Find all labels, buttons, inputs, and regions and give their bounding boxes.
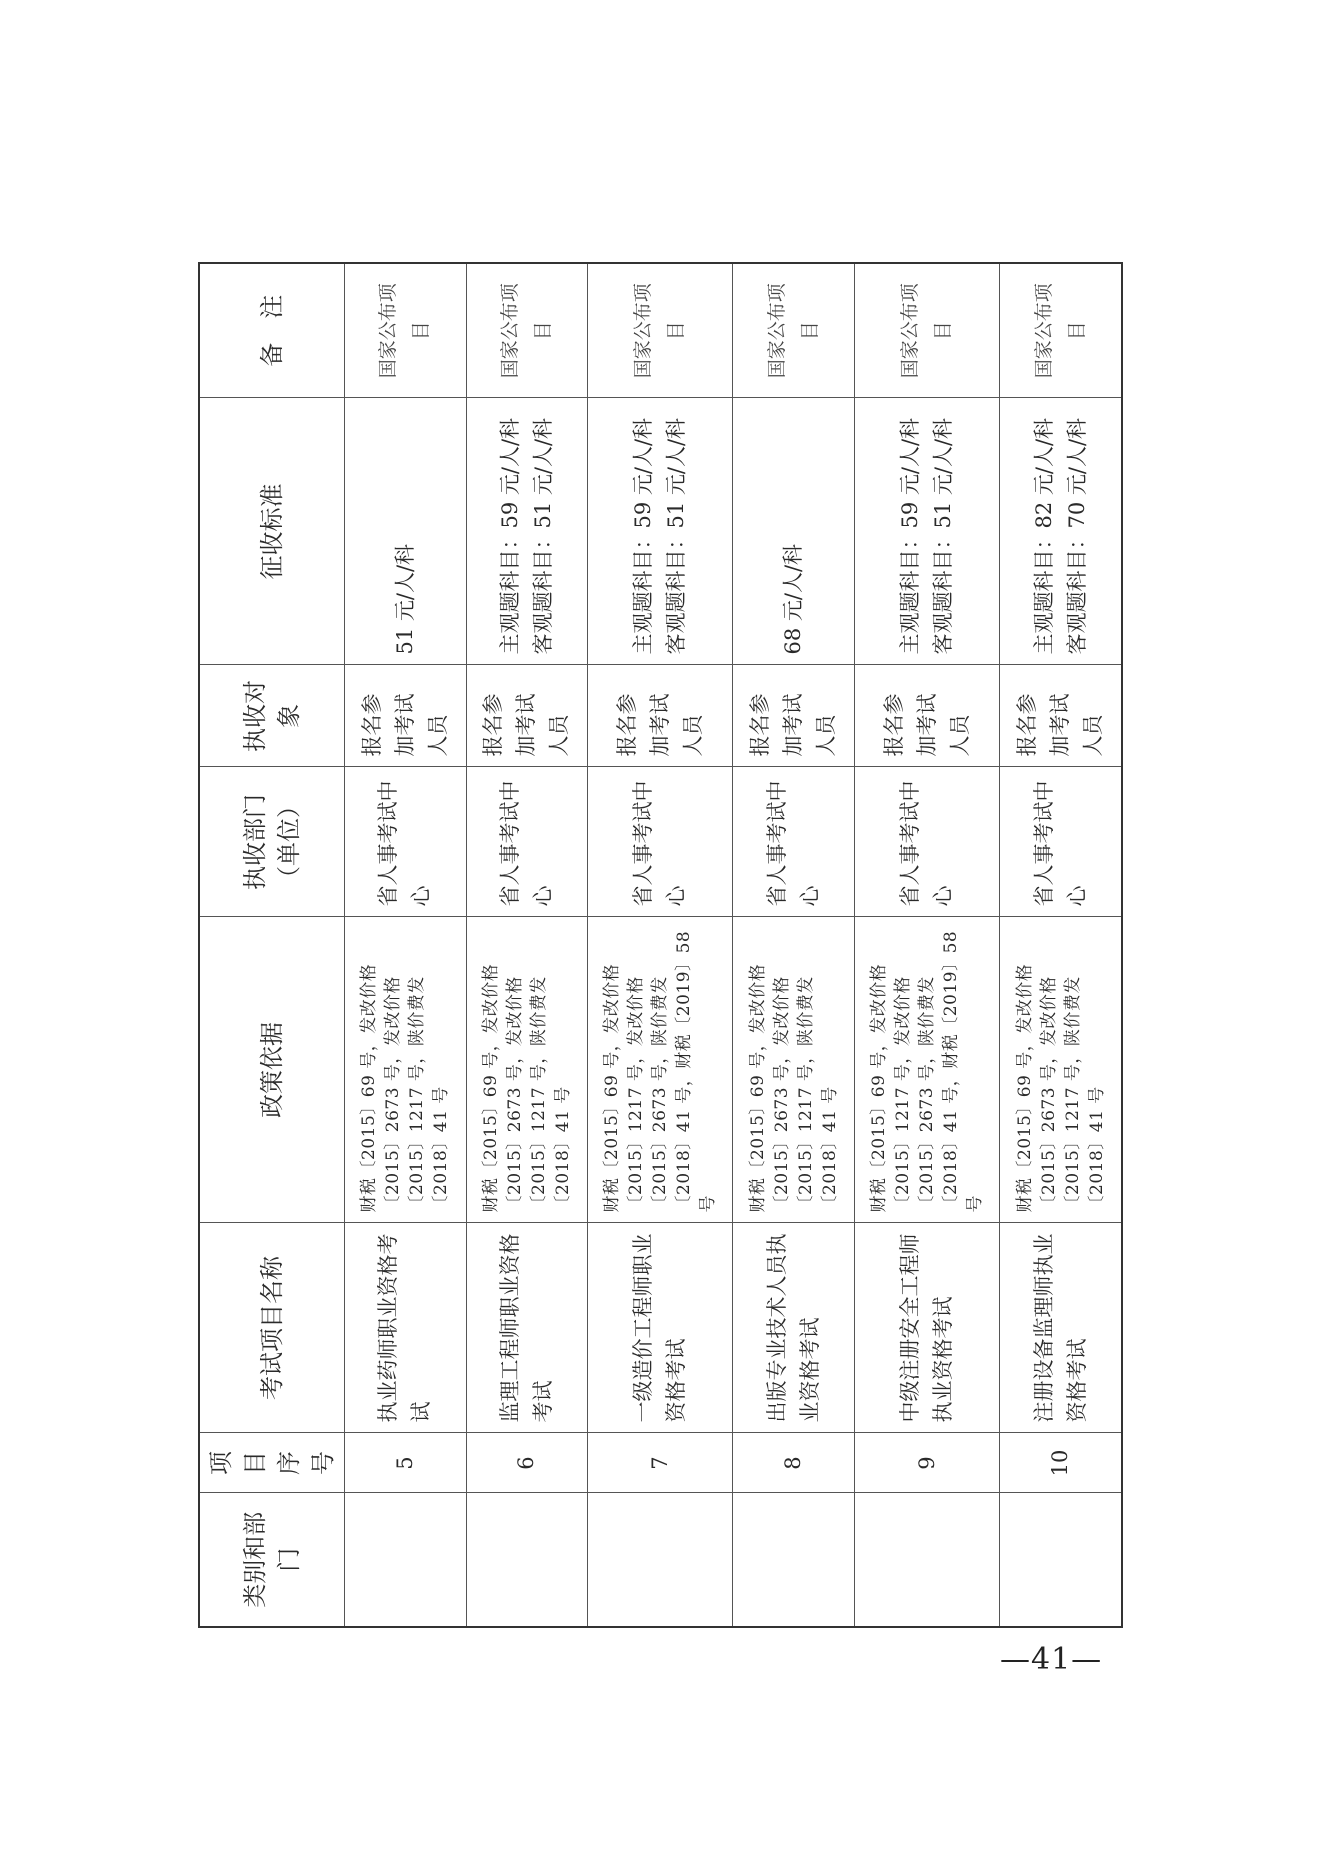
table-row — [855, 263, 1000, 1627]
cell-standard — [855, 398, 1000, 665]
cell-category — [466, 1493, 588, 1627]
cell-dept: 省人事考试中心 — [855, 767, 1000, 917]
rotated-table-frame — [198, 264, 1123, 1628]
header-standard: 征收标准 — [199, 398, 345, 665]
rotated-table-content — [198, 264, 1123, 1628]
header-policy: 政策依据 — [199, 917, 345, 1223]
cell-policy: 财税〔2015〕69 号，发改价格〔2015〕2673 号，发改价格〔2015〕1217 号，陕价费发〔2018〕41 号 — [1000, 917, 1122, 1223]
fee-table — [198, 262, 1123, 1628]
cell-exam-name: 注册设备监理师执业资格考试 — [1000, 1223, 1122, 1433]
cell-remark: 国家公布项目 — [466, 263, 588, 398]
cell-category — [588, 1493, 733, 1627]
cell-exam-name: 出版专业技术人员执业资格考试 — [733, 1223, 855, 1433]
cell-policy: 财税〔2015〕69 号，发改价格〔2015〕2673 号，发改价格〔2015〕1217 号，陕价费发〔2018〕41 号 — [466, 917, 588, 1223]
standard-line: 客观题科目：70 元/人/科 — [1064, 417, 1089, 655]
cell-target: 报名参加考试人员 — [466, 665, 588, 767]
cell-exam-name: 监理工程师职业资格考试 — [466, 1223, 588, 1433]
table-row — [733, 263, 855, 1627]
cell-dept: 省人事考试中心 — [588, 767, 733, 917]
header-target: 执收对象 — [199, 665, 345, 767]
cell-remark: 国家公布项目 — [733, 263, 855, 398]
cell-policy: 财税〔2015〕69 号，发改价格〔2015〕2673 号，发改价格〔2015〕1217 号，陕价费发〔2018〕41 号 — [345, 917, 467, 1223]
cell-dept: 省人事考试中心 — [466, 767, 588, 917]
cell-seq: 9 — [855, 1433, 1000, 1493]
cell-remark: 国家公布项目 — [345, 263, 467, 398]
table-row — [345, 263, 467, 1627]
cell-target: 报名参加考试人员 — [855, 665, 1000, 767]
standard-line: 51 元/人/科 — [392, 543, 417, 655]
cell-remark: 国家公布项目 — [855, 263, 1000, 398]
cell-category — [855, 1493, 1000, 1627]
cell-category — [1000, 1493, 1122, 1627]
cell-category — [345, 1493, 467, 1627]
cell-seq: 7 — [588, 1433, 733, 1493]
standard-line: 客观题科目：51 元/人/科 — [530, 417, 555, 655]
cell-standard — [345, 398, 467, 665]
standard-line: 客观题科目：51 元/人/科 — [664, 417, 689, 655]
cell-seq: 8 — [733, 1433, 855, 1493]
cell-target: 报名参加考试人员 — [588, 665, 733, 767]
cell-policy: 财税〔2015〕69 号，发改价格〔2015〕2673 号，发改价格〔2015〕1217 号，陕价费发〔2018〕41 号 — [733, 917, 855, 1223]
standard-line: 主观题科目：59 元/人/科 — [497, 417, 522, 655]
header-category: 类别和部门 — [199, 1493, 345, 1627]
cell-standard — [466, 398, 588, 665]
table-header-row — [199, 263, 345, 1627]
standard-line: 主观题科目：82 元/人/科 — [1031, 417, 1056, 655]
standard-line: 主观题科目：59 元/人/科 — [898, 417, 923, 655]
cell-target: 报名参加考试人员 — [733, 665, 855, 767]
cell-remark: 国家公布项目 — [1000, 263, 1122, 398]
standard-line: 客观题科目：51 元/人/科 — [931, 417, 956, 655]
cell-category — [733, 1493, 855, 1627]
standard-line: 主观题科目：59 元/人/科 — [631, 417, 656, 655]
cell-target: 报名参加考试人员 — [1000, 665, 1122, 767]
page-number: —41— — [1000, 1642, 1103, 1677]
header-remark: 备 注 — [199, 263, 345, 398]
cell-exam-name: 一级造价工程师职业资格考试 — [588, 1223, 733, 1433]
cell-target: 报名参加考试人员 — [345, 665, 467, 767]
cell-dept: 省人事考试中心 — [1000, 767, 1122, 917]
cell-standard — [588, 398, 733, 665]
table-row — [1000, 263, 1122, 1627]
header-seq: 项目序号 — [199, 1433, 345, 1493]
header-dept: 执收部门（单位） — [199, 767, 345, 917]
table-row — [466, 263, 588, 1627]
cell-seq: 6 — [466, 1433, 588, 1493]
cell-standard — [1000, 398, 1122, 665]
cell-seq: 5 — [345, 1433, 467, 1493]
cell-standard — [733, 398, 855, 665]
standard-line: 68 元/人/科 — [781, 543, 806, 655]
cell-exam-name: 执业药师职业资格考试 — [345, 1223, 467, 1433]
cell-dept: 省人事考试中心 — [345, 767, 467, 917]
cell-seq: 10 — [1000, 1433, 1122, 1493]
cell-remark: 国家公布项目 — [588, 263, 733, 398]
cell-dept: 省人事考试中心 — [733, 767, 855, 917]
cell-policy: 财税〔2015〕69 号，发改价格〔2015〕1217 号，发改价格〔2015〕2673 号，陕价费发〔2018〕41 号，财税〔2019〕58 号 — [588, 917, 733, 1223]
cell-policy: 财税〔2015〕69 号，发改价格〔2015〕1217 号，发改价格〔2015〕2673 号，陕价费发〔2018〕41 号，财税〔2019〕58 号 — [855, 917, 1000, 1223]
header-exam-name: 考试项目名称 — [199, 1223, 345, 1433]
cell-exam-name: 中级注册安全工程师执业资格考试 — [855, 1223, 1000, 1433]
table-row — [588, 263, 733, 1627]
